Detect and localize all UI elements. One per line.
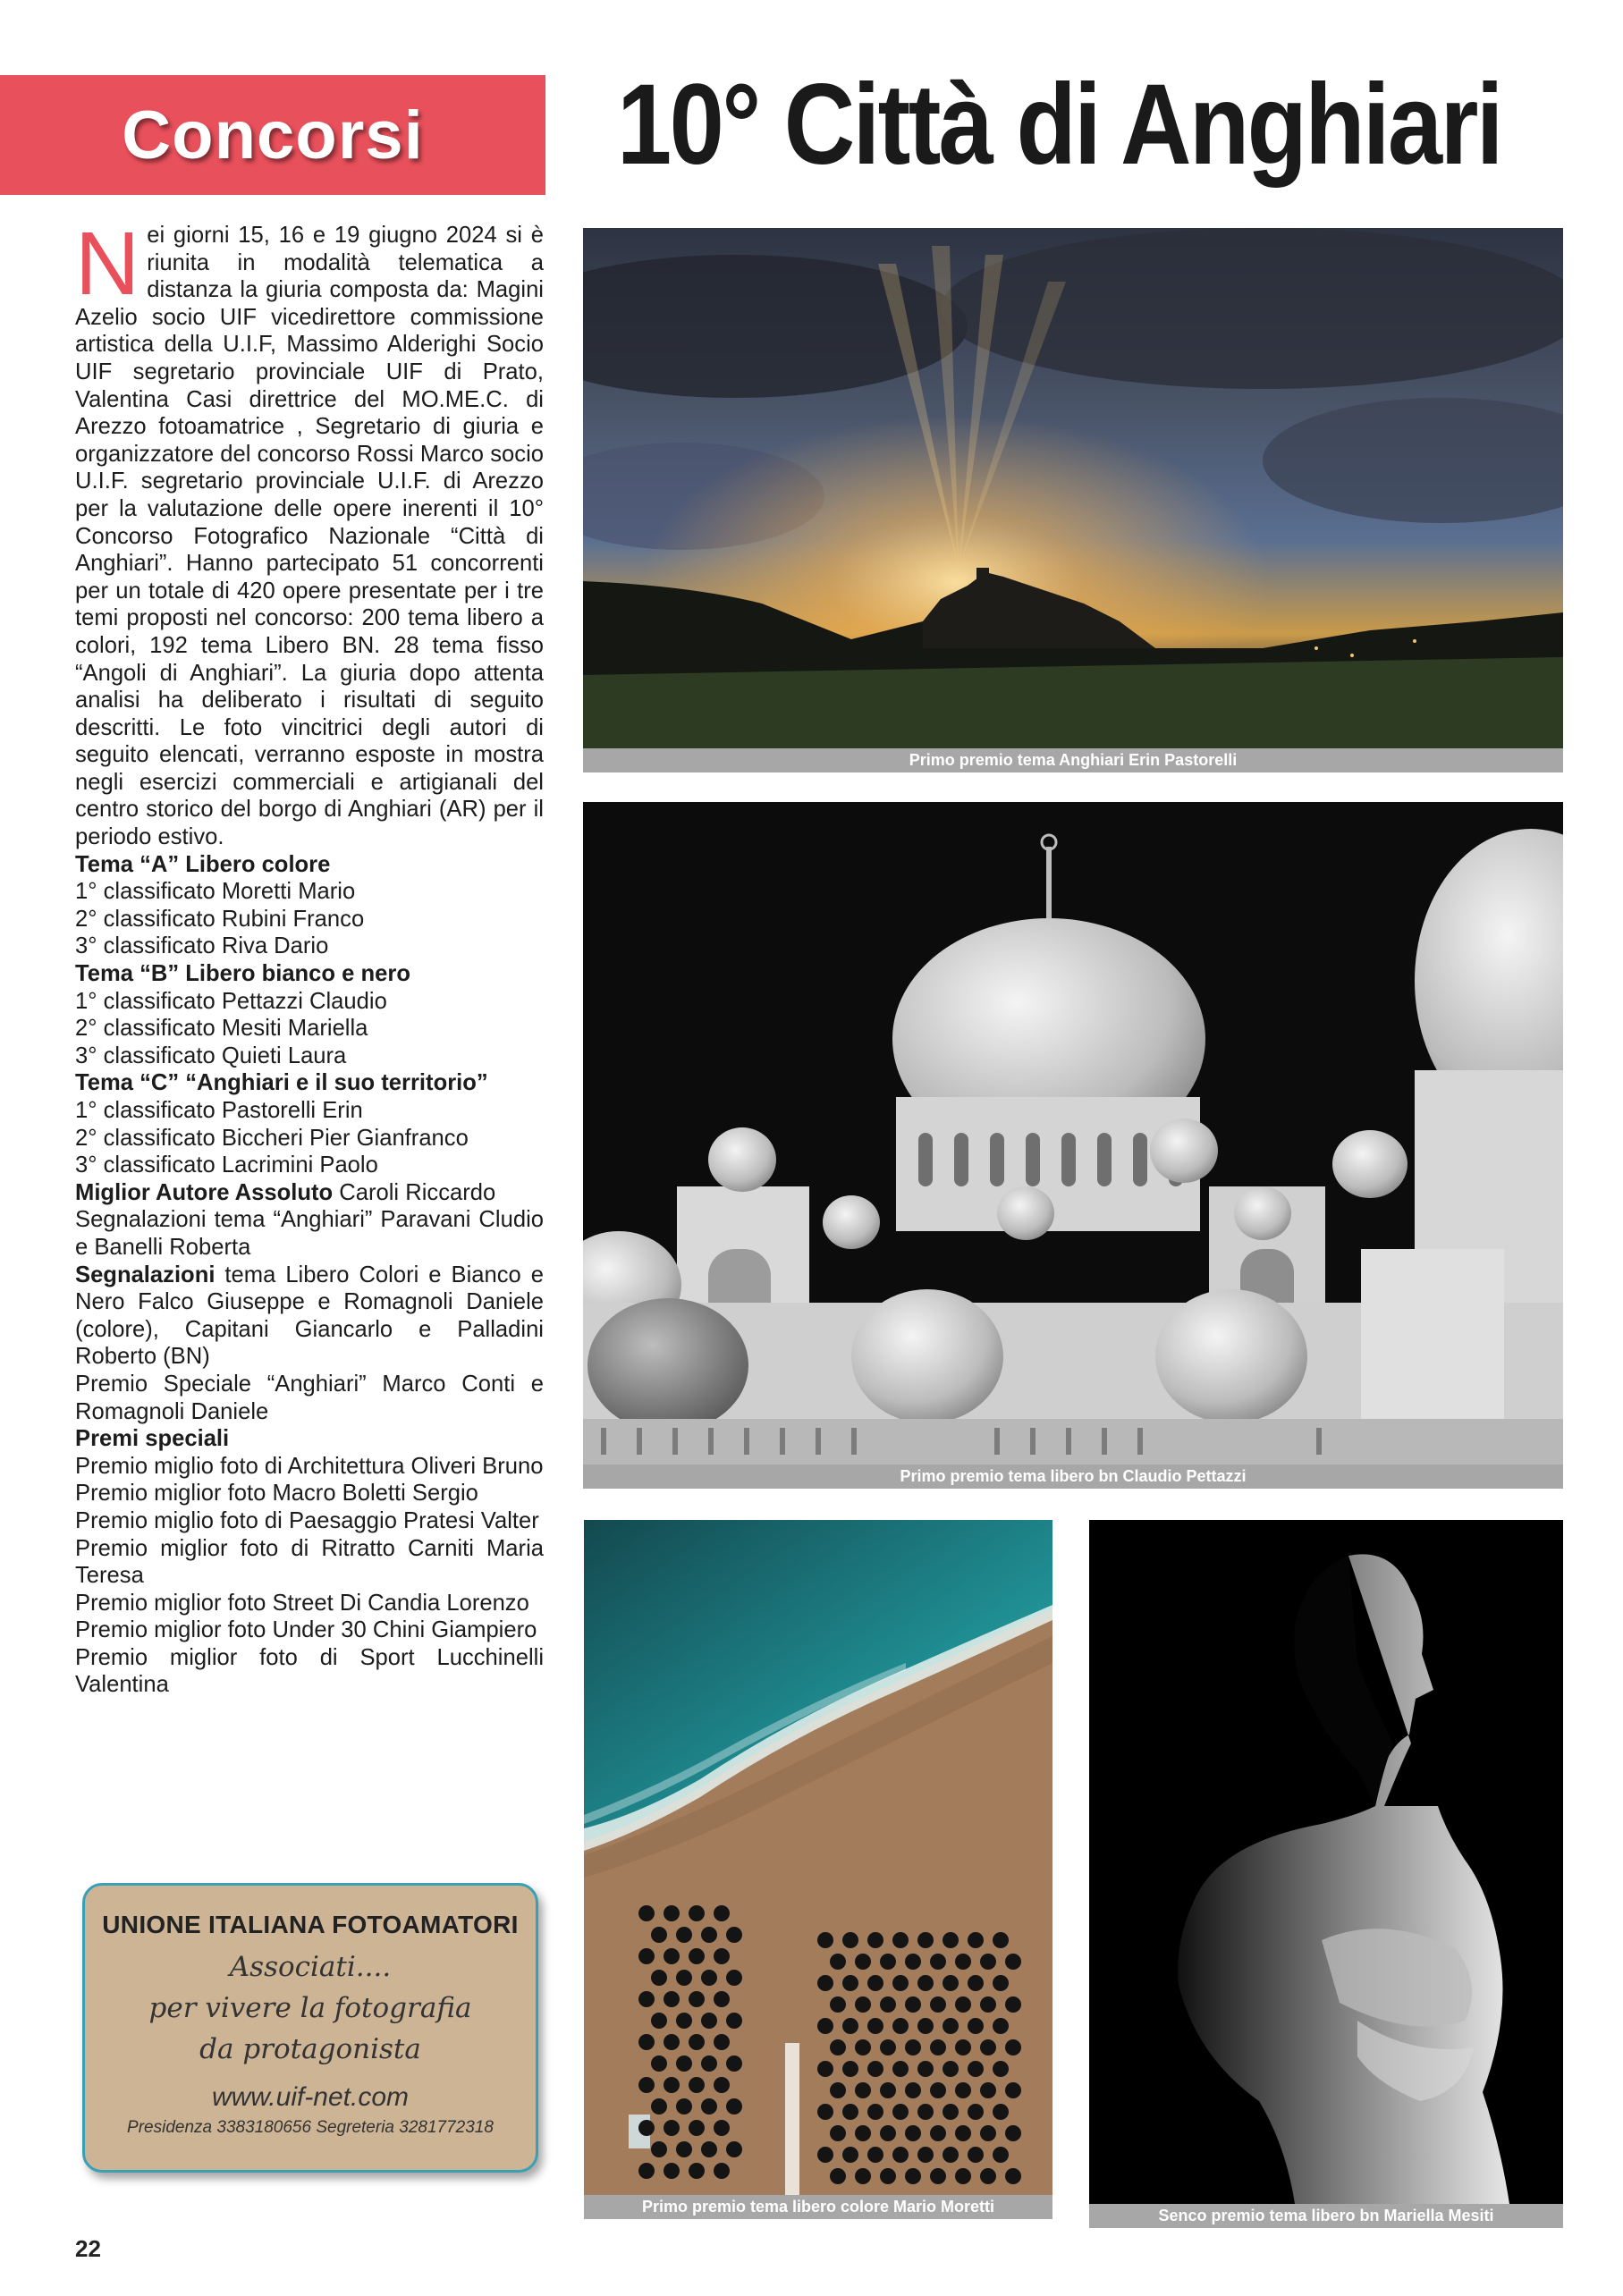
umbrella [980,2168,996,2184]
umbrella [867,2104,883,2120]
umbrella [689,1991,705,2007]
umbrella [867,1975,883,1991]
list-item: 1° classificato Moretti Mario [75,879,356,905]
anghiari-image [583,228,1563,748]
umbrella [714,2163,730,2179]
photo-anghiari-landscape [583,228,1563,748]
umbrella [892,2061,909,2077]
umbrella [855,1996,871,2013]
umbrella [993,2147,1009,2163]
umbrella [930,2039,946,2055]
beach-image [584,1520,1052,2195]
umbrella [917,1932,934,1948]
umbrella [943,2061,959,2077]
list-item: 3° classificato Quieti Laura [75,1042,347,1068]
photo-caption: Primo premio tema libero colore Mario Moretti [584,2195,1052,2219]
umbrella [968,2104,984,2120]
umbrella [676,2055,692,2072]
umbrella [968,2061,984,2077]
umbrella [943,2104,959,2120]
umbrella [955,2168,971,2184]
list-item: Premio miglio foto di Architettura Oliveri Bruno [75,1453,544,1479]
umbrella [726,1927,742,1943]
umbrella [726,2141,742,2157]
article-column [75,214,544,1699]
uif-title: UNIONE ITALIANA FOTOAMATORI [102,1911,519,1938]
segnalazioni [75,1262,544,1371]
umbrella [980,2039,996,2055]
umbrella [701,2141,717,2157]
umbrella [1005,1996,1021,2013]
umbrella [651,1970,667,1986]
list-item: 1° classificato Pastorelli Erin [75,1098,363,1123]
umbrella [817,2018,833,2034]
umbrella [651,1927,667,1943]
umbrella [880,2125,896,2141]
umbrella [676,2013,692,2029]
umbrella [955,2039,971,2055]
umbrella [980,1996,996,2013]
umbrella [830,2082,846,2098]
umbrella [867,2061,883,2077]
umbrella [980,1954,996,1970]
umbrella [842,2018,858,2034]
umbrella [1005,2168,1021,2184]
umbrella [867,2147,883,2163]
umbrella [830,2125,846,2141]
umbrella [993,1932,1009,1948]
umbrella [905,2082,921,2098]
umbrella [701,2098,717,2115]
umbrella [638,2077,655,2093]
umbrella [664,1948,680,1964]
umbrella [664,2163,680,2179]
list-item: Premio miglior foto di Ritratto Carniti Maria Teresa [75,1535,544,1589]
umbrella [993,2104,1009,2120]
umbrella [689,2163,705,2179]
umbrella [917,2147,934,2163]
umbrella [638,1905,655,1921]
umbrella [943,1975,959,1991]
umbrella [892,2018,909,2034]
umbrella [855,2039,871,2055]
umbrella [880,2082,896,2098]
list-item: 2° classificato Biccheri Pier Gianfranco [75,1125,469,1151]
segnalazioni-anghiari: Segnalazioni tema “Anghiari” Paravani Cludio e Banelli Roberta [75,1207,544,1260]
umbrella [638,2120,655,2136]
umbrella [930,1954,946,1970]
umbrella [676,1970,692,1986]
umbrella [955,2125,971,2141]
umbrella [676,1927,692,1943]
list-item: Premio miglior foto di Sport Lucchinelli Valentina [75,1644,544,1698]
drop-cap: N [75,214,140,314]
umbrella [830,2168,846,2184]
umbrella [701,1927,717,1943]
list-item: 1° classificato Pettazzi Claudio [75,988,387,1014]
umbrella [689,2034,705,2050]
umbrella [638,1948,655,1964]
umbrella [714,2034,730,2050]
umbrella [638,1991,655,2007]
photo-caption: Primo premio tema libero bn Claudio Pettazzi [583,1465,1563,1489]
umbrella [1005,1954,1021,1970]
umbrella [842,2061,858,2077]
umbrella [664,1905,680,1921]
theme-a-heading: Tema “A” Libero colore [75,851,331,877]
umbrella [955,2082,971,2098]
best-author-name: Caroli Riccardo [333,1179,496,1205]
umbrella [651,2055,667,2072]
umbrella [955,1996,971,2013]
umbrella [855,1954,871,1970]
list-item: 2° classificato Rubini Franco [75,906,365,932]
list-item: 3° classificato Riva Dario [75,933,329,959]
umbrella [830,1996,846,2013]
uif-slogan-line: da protagonista [199,2033,421,2065]
umbrella [664,1991,680,2007]
umbrella [714,1991,730,2007]
umbrella [1005,2125,1021,2141]
uif-phone-numbers: Presidenza 3383180656 Segreteria 3281772318 [127,2118,494,2137]
best-author [75,1179,544,1207]
umbrella [993,2061,1009,2077]
photo-caption: Senco premio tema libero bn Mariella Mesiti [1089,2204,1563,2228]
umbrella [880,2039,896,2055]
umbrella [968,1932,984,1948]
umbrella [664,2077,680,2093]
umbrella [726,2055,742,2072]
section-tag [0,75,545,195]
umbrella [993,1975,1009,1991]
umbrella [880,1996,896,2013]
list-item: 2° classificato Mesiti Mariella [75,1016,368,1042]
umbrella [855,2168,871,2184]
umbrella [905,1954,921,1970]
umbrella [905,1996,921,2013]
theme-b-heading: Tema “B” Libero bianco e nero [75,961,410,987]
uif-slogan-line: Associati.... [229,1951,392,1983]
umbrella [905,2125,921,2141]
umbrella [689,1905,705,1921]
photo-caption: Primo premio tema Anghiari Erin Pastorelli [583,748,1563,772]
umbrella [892,1932,909,1948]
umbrella [830,1954,846,1970]
special-prizes-heading: Premi speciali [75,1426,230,1452]
umbrella [867,1932,883,1948]
umbrella [726,1970,742,1986]
umbrella [930,1996,946,2013]
photo-nude-portrait [1089,1520,1563,2204]
umbrella [651,2013,667,2029]
umbrella [917,1975,934,1991]
umbrella [943,2018,959,2034]
umbrella [701,1970,717,1986]
umbrella [968,1975,984,1991]
intro-paragraph [75,214,544,851]
umbrella [651,2098,667,2115]
umbrella [930,2082,946,2098]
umbrella [676,2098,692,2115]
umbrella [855,2125,871,2141]
umbrella [905,2168,921,2184]
theme-c-heading: Tema “C” “Anghiari e il suo territorio” [75,1070,488,1096]
photo-mosque [583,802,1563,1465]
umbrella [993,2018,1009,2034]
umbrella [980,2082,996,2098]
umbrella [726,2098,742,2115]
section-label: Concorsi [122,97,424,173]
umbrella [701,2055,717,2072]
umbrella [917,2104,934,2120]
umbrella [664,2034,680,2050]
umbrella [817,1932,833,1948]
umbrella [980,2125,996,2141]
umbrella [676,2141,692,2157]
intro-text: ei giorni 15, 16 e 19 giugno 2024 si è riunita in modalità telematica a distanza la giuria composta da: Magini Azelio socio UIF vicedirettore commissione artistica della U.I.F, Massimo Alderighi Socio UIF segretario provinciale UIF di Prato, Valentina Casi direttrice del MO.ME.C. di Arezzo fotoamatrice , Segretario di giuria e organizzatore del concorso Rossi Marco socio U.I.F. segretario provinciale U.I.F. di Arezzo per la valutazione delle opere inerenti il 10° Concorso Fotografico Nazionale “Città di Anghiari”. Hanno partecipato 51 concorrenti per un totale di 420 opere presentate per i tre temi proposti nel concorso: 200 tema libero a colori, 192 tema Libero BN. 28 tema fisso “Angoli di Anghiari”. La giuria dopo attenta analisi ha deliberato i risultati di seguito descritti. Le foto vincitrici degli autori di seguito elencati, verranno esposte in mostra negli esercizi commerciali e artigianali del centro storico del borgo di Anghiari (AR) per il periodo estivo. [75,223,544,850]
umbrella [892,2104,909,2120]
umbrella [817,2104,833,2120]
list-item: Premio miglio foto di Paesaggio Pratesi Valter [75,1507,539,1533]
umbrella [867,2018,883,2034]
umbrella [917,2061,934,2077]
page-number: 22 [75,2235,101,2262]
umbrella [689,2120,705,2136]
segnalazioni-label: Segnalazioni [75,1262,216,1287]
umbrella [638,2034,655,2050]
list-item: Premio miglior foto Street Di Candia Lorenzo [75,1590,529,1616]
umbrella [955,1954,971,1970]
umbrella [714,2120,730,2136]
umbrella [817,2061,833,2077]
umbrella [930,2168,946,2184]
umbrella [1005,2039,1021,2055]
umbrella [689,1948,705,1964]
page-title: 10° Città di Anghiari [617,61,1501,189]
uif-website-link[interactable]: www.uif-net.com [211,2082,410,2112]
umbrella [917,2018,934,2034]
uif-slogan-line: per vivere la fotografia [148,1992,472,2024]
best-author-label: Miglior Autore Assoluto [75,1179,334,1205]
umbrella [842,2104,858,2120]
umbrella [892,1975,909,1991]
umbrella [880,2168,896,2184]
umbrella [968,2018,984,2034]
list-item: Premio miglior foto Under 30 Chini Giampiero [75,1617,537,1643]
umbrella [855,2082,871,2098]
umbrella [817,1975,833,1991]
umbrella [842,1932,858,1948]
umbrella [726,2013,742,2029]
segnalazioni-text: tema Libero Colori e Bianco e Nero Falco Giuseppe e Romagnoli Daniele (colore), Capitani Giancarlo e Palladini Roberto (BN) [75,1262,544,1370]
umbrella [701,2013,717,2029]
uif-slogan [85,1946,536,2070]
mosque-image [583,802,1563,1465]
umbrella [968,2147,984,2163]
umbrella [1005,2082,1021,2098]
umbrella [830,2039,846,2055]
list-item: 3° classificato Lacrimini Paolo [75,1152,378,1178]
list-item: Premio miglior foto Macro Boletti Sergio [75,1481,478,1507]
umbrella [817,2147,833,2163]
uif-ad-box [82,1883,538,2173]
umbrella [842,1975,858,1991]
umbrella [664,2120,680,2136]
umbrella [714,2077,730,2093]
umbrella [905,2039,921,2055]
photo-beach-aerial [584,1520,1052,2195]
umbrella [842,2147,858,2163]
umbrella [943,2147,959,2163]
umbrella [943,1932,959,1948]
portrait-image [1089,1520,1563,2204]
umbrella [651,2141,667,2157]
umbrella [638,2163,655,2179]
umbrella [892,2147,909,2163]
umbrella [930,2125,946,2141]
umbrella [714,1948,730,1964]
umbrella [880,1954,896,1970]
umbrella [714,1905,730,1921]
umbrella [689,2077,705,2093]
premio-speciale: Premio Speciale “Anghiari” Marco Conti e Romagnoli Daniele [75,1371,544,1424]
